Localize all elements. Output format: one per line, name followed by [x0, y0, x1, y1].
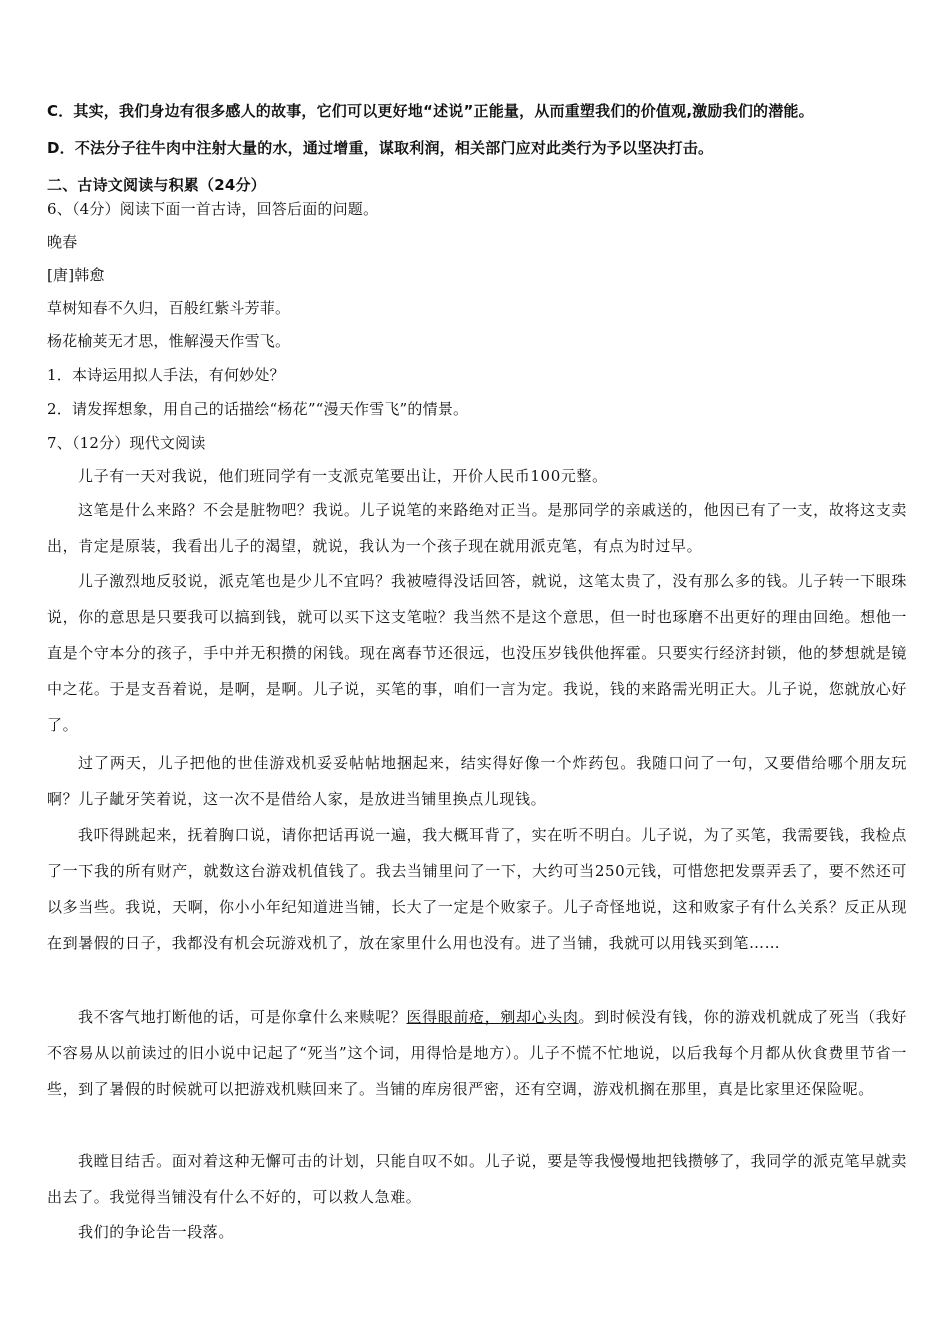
poem-line-1: 草树知春不久归，百般红紫斗芳菲。	[47, 299, 291, 317]
question-6-sub-1: 1．本诗运用拟人手法，有何妙处？	[47, 366, 285, 384]
passage-paragraph-3: 儿子激烈地反驳说，派克笔也是少儿不宜吗？我被噎得没话回答，就说，这笔太贵了，没有那么多的钱。儿子转一下眼珠说，你的意思是只要我可以搞到钱，就可以买下这支笔啦？我当然不是这个意思，但一时也琢磨不出更好的理由回绝。想他一直是个守本分的孩子，手中并无积攒的闲钱。现在离春节还很远，也没压岁钱供他挥霍。只要实行经济封锁，他的梦想就是镜中之花。于是支吾着说，是啊，是啊。儿子说，买笔的事，咱们一言为定。我说，钱的来路需光明正大。儿子说，您就放心好了。	[47, 572, 907, 734]
passage-paragraph-6	[47, 999, 907, 1107]
p6-text-before: 我不客气地打断他的话，可是你拿什么来赎呢？	[78, 1008, 407, 1026]
passage-paragraph-7: 我瞠目结舌。面对着这种无懈可击的计划，只能自叹不如。儿子说，要是等我慢慢地把钱攒够了，我同学的派克笔早就卖出去了。我觉得当铺没有什么不好的，可以救人急难。	[47, 1152, 907, 1206]
question-7-prompt: 7、（12分）现代文阅读	[47, 434, 206, 452]
poem-title: 晚春	[47, 233, 78, 251]
passage-paragraph-5: 我吓得跳起来，抚着胸口说，请你把话再说一遍，我大概耳背了，实在听不明白。儿子说，为了买笔，我需要钱，我检点了一下我的所有财产，就数这台游戏机值钱了。我去当铺里问了一下，大约可当250元钱，可惜您把发票弄丢了，要不然还可以多当些。我说，天啊，你小小年纪知道进当铺，长大了一定是个败家子。儿子奇怪地说，这和败家子有什么关系？反正从现在到暑假的日子，我都没有机会玩游戏机了，放在家里什么用也没有。进了当铺，我就可以用钱买到笔……	[47, 826, 907, 952]
option-c: C．其实，我们身边有很多感人的故事，它们可以更好地“述说”正能量，从而重塑我们的价值观,激励我们的潜能。	[47, 102, 814, 120]
question-6-sub-2: 2．请发挥想象，用自己的话描绘“杨花”“漫天作雪飞”的情景。	[47, 400, 469, 418]
section-heading: 二、古诗文阅读与积累（24分）	[47, 176, 266, 194]
poem-line-2: 杨花榆荚无才思，惟解漫天作雪飞。	[47, 332, 291, 350]
poem-author: [唐]韩愈	[47, 266, 105, 284]
passage-paragraph-2: 这笔是什么来路？不会是脏物吧？我说。儿子说笔的来路绝对正当。是那同学的亲戚送的，他因已有了一支，故将这支卖出，肯定是原装，我看出儿子的渴望，就说，我认为一个孩子现在就用派克笔，有点为时过早。	[47, 501, 907, 555]
question-6-prompt: 6、（4分）阅读下面一首古诗，回答后面的问题。	[47, 200, 379, 218]
option-d: D．不法分子往牛肉中注射大量的水，通过增重，谋取利润，相关部门应对此类行为予以坚决打击。	[47, 139, 714, 157]
passage-paragraph-8: 我们的争论告一段落。	[78, 1223, 235, 1241]
underlined-phrase: 医得眼前疮，剜却心头肉	[406, 1008, 579, 1026]
p6-text-after: 。到时候没有钱，你的游戏机就成了死当（我好不容易从以前读过的旧小说中记起了“死当”这个词，用得恰是地方）。儿子不慌不忙地说，以后我每个月都从伙食费里节省一些，到了暑假的时候就可以把游戏机赎回来了。当铺的库房很严密，还有空调，游戏机搁在那里，真是比家里还保险呢。	[47, 1008, 907, 1098]
passage-paragraph-4: 过了两天，儿子把他的世佳游戏机妥妥帖帖地捆起来，结实得好像一个炸药包。我随口问了一句，又要借给哪个朋友玩啊？儿子龇牙笑着说，这一次不是借给人家，是放进当铺里换点儿现钱。	[47, 754, 907, 808]
passage-paragraph-1: 儿子有一天对我说，他们班同学有一支派克笔要出让，开价人民币100元整。	[78, 467, 608, 485]
